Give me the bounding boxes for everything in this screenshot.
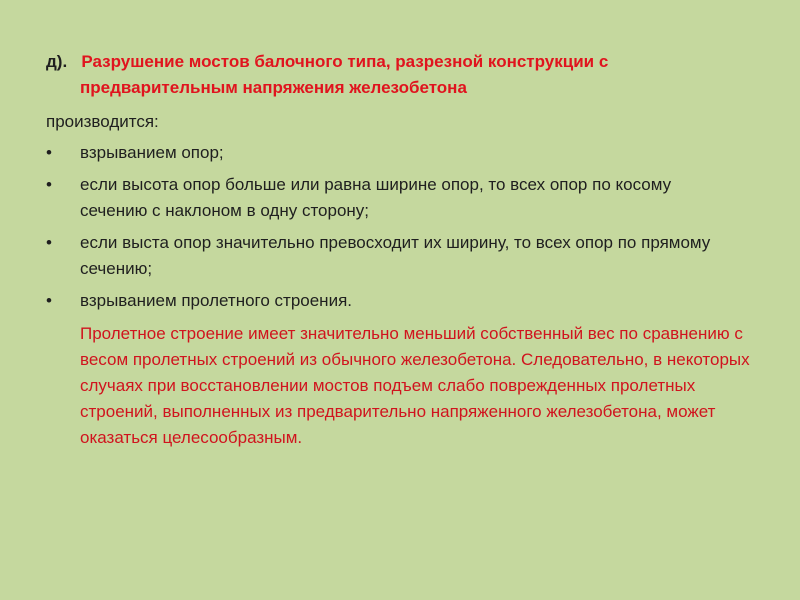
bullet-dot-icon: •	[46, 143, 52, 162]
bullet-list	[46, 140, 736, 320]
bullet-text: взрыванием пролетного строения.	[80, 291, 352, 310]
bullet-item	[46, 288, 736, 314]
intro-text: производится:	[46, 112, 159, 131]
bullet-text: если высота опор больше или равна ширине опор, то всех опор по косому сечению с наклоном в одну сторону;	[80, 175, 672, 220]
bullet-item	[46, 172, 736, 224]
bullet-dot-icon: •	[46, 175, 52, 194]
bullet-item	[46, 230, 736, 282]
bullet-dot-icon: •	[46, 233, 52, 252]
bullet-dot-icon: •	[46, 291, 52, 310]
bullet-text: взрыванием опор;	[80, 143, 224, 162]
bullet-item	[46, 140, 736, 166]
bullet-text: если выста опор значительно превосходит их ширину, то всех опор по прямому сечению;	[80, 233, 711, 278]
section-marker: д).	[46, 52, 68, 71]
section-heading	[46, 49, 760, 101]
note-paragraph: Пролетное строение имеет значительно меньший собственный вес по сравнению с весом пролетных строений из обычного железобетона. Следовательно, в некоторых случаях при восстановлении мостов подъем слабо поврежденных пролетных строений, выполненных из предварительно напряженного железобетона, может оказаться целесообразным.	[80, 324, 750, 447]
section-title: Разрушение мостов балочного типа, разрезной конструкции с предварительным напряжения железобетона	[80, 52, 609, 97]
